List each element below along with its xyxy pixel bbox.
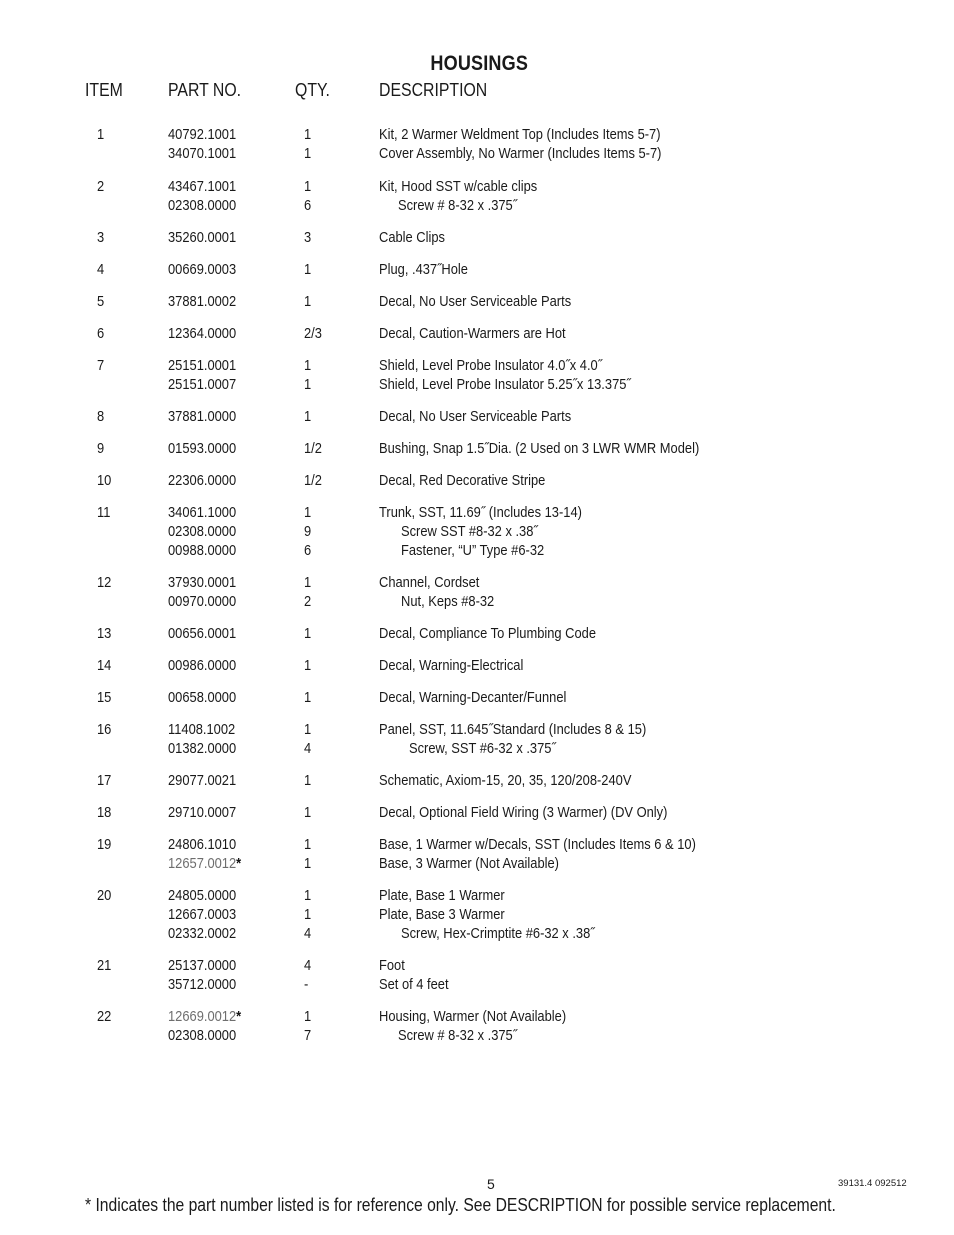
- part-row-item-21: [0, 956, 954, 994]
- quantity: 1: [304, 689, 312, 706]
- quantity: 4: [304, 957, 312, 974]
- part-row-item-12: [0, 573, 954, 611]
- description: Fastener, “U” Type #6-32: [401, 542, 545, 559]
- quantity: 1: [304, 657, 312, 674]
- quantity: 1: [304, 376, 312, 393]
- quantity: 1: [304, 357, 312, 374]
- part-number: 43467.1001: [168, 178, 237, 195]
- part-row-item-18: [0, 803, 954, 822]
- description: Decal, Warning-Electrical: [379, 657, 524, 674]
- item-number: 11: [97, 504, 111, 521]
- part-number: 25151.0007: [168, 376, 237, 393]
- description: Decal, Red Decorative Stripe: [379, 472, 546, 489]
- description: Bushing, Snap 1.5˝Dia. (2 Used on 3 LWR WMR Model): [379, 440, 700, 457]
- quantity: 1: [304, 293, 312, 310]
- item-number: 1: [97, 126, 105, 143]
- document-code: 39131.4 092512: [838, 1178, 907, 1189]
- part-line: [0, 125, 954, 144]
- quantity: 1: [304, 126, 312, 143]
- part-number: 02308.0000: [168, 1027, 237, 1044]
- part-line: [0, 924, 954, 943]
- part-number: 02332.0002: [168, 925, 237, 942]
- part-line: [0, 771, 954, 790]
- part-line: [0, 854, 954, 873]
- part-line: [0, 720, 954, 739]
- reference-asterisk: *: [236, 855, 242, 872]
- part-line: [0, 177, 954, 196]
- quantity: 1: [304, 804, 312, 821]
- part-row-item-20: [0, 886, 954, 943]
- part-number: 29710.0007: [168, 804, 237, 821]
- description: Decal, Warning-Decanter/Funnel: [379, 689, 567, 706]
- part-number: 11408.1002: [168, 721, 236, 738]
- part-number: 01382.0000: [168, 740, 237, 757]
- part-row-item-7: [0, 356, 954, 394]
- description: Screw, Hex-Crimptite #6-32 x .38˝: [401, 925, 595, 942]
- item-number: 22: [97, 1008, 112, 1025]
- description: Screw, SST #6-32 x .375˝: [409, 740, 556, 757]
- part-number: 25151.0001: [168, 357, 237, 374]
- part-number: 02308.0000: [168, 523, 237, 540]
- part-line: [0, 228, 954, 247]
- header-qty: QTY.: [295, 80, 330, 100]
- quantity: 1: [304, 906, 312, 923]
- description: Screw SST #8-32 x .38˝: [401, 523, 538, 540]
- item-number: 9: [97, 440, 105, 457]
- part-number: 00986.0000: [168, 657, 237, 674]
- part-row-item-9: [0, 439, 954, 458]
- quantity: 4: [304, 740, 312, 757]
- description: Schematic, Axiom-15, 20, 35, 120/208-240V: [379, 772, 632, 789]
- part-number: 24805.0000: [168, 887, 237, 904]
- part-number: 24806.1010: [168, 836, 237, 853]
- item-number: 12: [97, 574, 112, 591]
- item-number: 5: [97, 293, 105, 310]
- description: Base, 1 Warmer w/Decals, SST (Includes Items 6 & 10): [379, 836, 696, 853]
- part-row-item-5: [0, 292, 954, 311]
- part-line: [0, 471, 954, 490]
- item-number: 13: [97, 625, 112, 642]
- part-line: [0, 624, 954, 643]
- part-line: [0, 541, 954, 560]
- quantity: 1: [304, 574, 312, 591]
- quantity: 1: [304, 261, 312, 278]
- part-row-item-19: [0, 835, 954, 873]
- header-item: ITEM: [85, 80, 123, 100]
- part-number: 12667.0003: [168, 906, 237, 923]
- part-row-item-3: [0, 228, 954, 247]
- part-number: 01593.0000: [168, 440, 237, 457]
- quantity: 1: [304, 772, 312, 789]
- part-line: [0, 1026, 954, 1045]
- quantity: 1: [304, 408, 312, 425]
- description: Set of 4 feet: [379, 976, 449, 993]
- part-line: [0, 688, 954, 707]
- part-row-item-17: [0, 771, 954, 790]
- quantity: 1/2: [304, 440, 322, 457]
- part-line: [0, 375, 954, 394]
- quantity: 2: [304, 593, 312, 610]
- part-line: [0, 439, 954, 458]
- reference-asterisk: *: [236, 1008, 242, 1025]
- item-number: 16: [97, 721, 112, 738]
- description: Decal, Compliance To Plumbing Code: [379, 625, 597, 642]
- part-line: [0, 1007, 954, 1026]
- description: Housing, Warmer (Not Available): [379, 1008, 567, 1025]
- item-number: 3: [97, 229, 105, 246]
- description: Decal, No User Serviceable Parts: [379, 293, 572, 310]
- quantity: -: [304, 976, 309, 993]
- part-number: 22306.0000: [168, 472, 237, 489]
- part-line: [0, 324, 954, 343]
- part-number: 37881.0000: [168, 408, 237, 425]
- quantity: 1: [304, 504, 312, 521]
- description: Foot: [379, 957, 405, 974]
- part-number: 34070.1001: [168, 145, 237, 162]
- header-part-no: PART NO.: [168, 80, 242, 100]
- item-number: 10: [97, 472, 112, 489]
- part-number: 25137.0000: [168, 957, 237, 974]
- description: Shield, Level Probe Insulator 5.25˝x 13.375˝: [379, 376, 631, 393]
- quantity: 9: [304, 523, 312, 540]
- description: Shield, Level Probe Insulator 4.0˝x 4.0˝: [379, 357, 603, 374]
- item-number: 6: [97, 325, 105, 342]
- quantity: 2/3: [304, 325, 322, 342]
- footnote: * Indicates the part number listed is for reference only. See DESCRIPTION for possible service replacement.: [85, 1195, 836, 1215]
- quantity: 3: [304, 229, 312, 246]
- description: Panel, SST, 11.645˝Standard (Includes 8 & 15): [379, 721, 647, 738]
- description: Decal, Caution-Warmers are Hot: [379, 325, 566, 342]
- quantity: 6: [304, 197, 312, 214]
- part-row-item-11: [0, 503, 954, 560]
- part-line: [0, 956, 954, 975]
- part-number: 12364.0000: [168, 325, 237, 342]
- part-number: 00669.0003: [168, 261, 237, 278]
- part-number: 35260.0001: [168, 229, 237, 246]
- quantity: 1: [304, 887, 312, 904]
- description: Screw # 8-32 x .375˝: [398, 197, 518, 214]
- item-number: 18: [97, 804, 112, 821]
- description: Cable Clips: [379, 229, 445, 246]
- part-line: [0, 835, 954, 854]
- part-line: [0, 522, 954, 541]
- part-number: 02308.0000: [168, 197, 237, 214]
- part-line: [0, 407, 954, 426]
- part-row-item-2: [0, 177, 954, 215]
- part-row-item-10: [0, 471, 954, 490]
- part-row-item-14: [0, 656, 954, 675]
- part-row-item-16: [0, 720, 954, 758]
- quantity: 1: [304, 1008, 312, 1025]
- part-line: [0, 975, 954, 994]
- quantity: 6: [304, 542, 312, 559]
- part-row-item-1: [0, 125, 954, 163]
- quantity: 1: [304, 178, 312, 195]
- quantity: 1: [304, 836, 312, 853]
- item-number: 14: [97, 657, 112, 674]
- part-number: 37881.0002: [168, 293, 237, 310]
- description: Cover Assembly, No Warmer (Includes Items 5-7): [379, 145, 662, 162]
- part-line: [0, 292, 954, 311]
- part-line: [0, 356, 954, 375]
- description: Trunk, SST, 11.69˝ (Includes 13-14): [379, 504, 582, 521]
- part-number: 00970.0000: [168, 593, 237, 610]
- part-row-item-6: [0, 324, 954, 343]
- quantity: 1: [304, 625, 312, 642]
- page-title: HOUSINGS: [430, 52, 529, 75]
- part-line: [0, 573, 954, 592]
- item-number: 7: [97, 357, 105, 374]
- part-number: 00988.0000: [168, 542, 237, 559]
- part-line: [0, 592, 954, 611]
- description: Decal, Optional Field Wiring (3 Warmer) (DV Only): [379, 804, 668, 821]
- item-number: 17: [97, 772, 112, 789]
- description: Screw # 8-32 x .375˝: [398, 1027, 518, 1044]
- quantity: 1: [304, 721, 312, 738]
- item-number: 20: [97, 887, 112, 904]
- part-number: 12669.0012*: [168, 1008, 242, 1025]
- header-description: DESCRIPTION: [379, 80, 488, 100]
- item-number: 19: [97, 836, 112, 853]
- description: Plug, .437˝Hole: [379, 261, 468, 278]
- part-line: [0, 656, 954, 675]
- part-line: [0, 905, 954, 924]
- part-row-item-4: [0, 260, 954, 279]
- part-number: 12657.0012*: [168, 855, 242, 872]
- part-line: [0, 803, 954, 822]
- part-number: 35712.0000: [168, 976, 237, 993]
- quantity: 1: [304, 855, 312, 872]
- part-line: [0, 196, 954, 215]
- description: Plate, Base 1 Warmer: [379, 887, 505, 904]
- part-row-item-15: [0, 688, 954, 707]
- item-number: 4: [97, 261, 105, 278]
- part-line: [0, 886, 954, 905]
- item-number: 8: [97, 408, 105, 425]
- quantity: 1/2: [304, 472, 322, 489]
- part-number: 40792.1001: [168, 126, 237, 143]
- part-line: [0, 739, 954, 758]
- quantity: 4: [304, 925, 312, 942]
- description: Plate, Base 3 Warmer: [379, 906, 505, 923]
- part-number: 00656.0001: [168, 625, 237, 642]
- part-row-item-8: [0, 407, 954, 426]
- part-number: 00658.0000: [168, 689, 237, 706]
- item-number: 2: [97, 178, 105, 195]
- part-line: [0, 503, 954, 522]
- description: Kit, Hood SST w/cable clips: [379, 178, 538, 195]
- description: Base, 3 Warmer (Not Available): [379, 855, 559, 872]
- part-line: [0, 144, 954, 163]
- part-line: [0, 260, 954, 279]
- part-number: 34061.1000: [168, 504, 237, 521]
- part-number: 29077.0021: [168, 772, 237, 789]
- description: Decal, No User Serviceable Parts: [379, 408, 572, 425]
- item-number: 15: [97, 689, 112, 706]
- item-number: 21: [97, 957, 112, 974]
- description: Kit, 2 Warmer Weldment Top (Includes Items 5-7): [379, 126, 661, 143]
- page-number: 5: [487, 1176, 495, 1192]
- part-row-item-13: [0, 624, 954, 643]
- description: Channel, Cordset: [379, 574, 480, 591]
- description: Nut, Keps #8-32: [401, 593, 495, 610]
- part-row-item-22: [0, 1007, 954, 1045]
- quantity: 1: [304, 145, 312, 162]
- quantity: 7: [304, 1027, 312, 1044]
- part-number: 37930.0001: [168, 574, 237, 591]
